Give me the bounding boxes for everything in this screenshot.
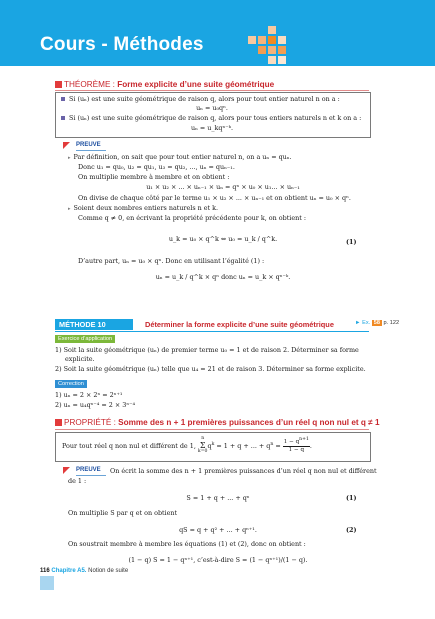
- preuve1-line: ▸ Par définition, on sait que pour tout entier naturel n, on a uₙ = quₙ.: [68, 153, 292, 161]
- theoreme-item-1: Si (uₙ) est une suite géométrique de raison q, alors pour tout entier naturel n on a :: [61, 95, 340, 103]
- methode-rule: [55, 331, 369, 332]
- preuve2-line: On écrit la somme des n + 1 premières puissances d’un réel q non nul et différent: [110, 467, 377, 475]
- bullet: [61, 97, 65, 101]
- preuve2-line: de 1 :: [68, 477, 87, 485]
- theoreme-formula-2: uₙ = u_kqⁿ⁻ᵏ.: [190, 124, 234, 132]
- preuve1-formula: u₁ × u₂ × ... × uₙ₋₁ × uₙ = qⁿ × u₀ × u₁... × uₙ₋₁: [146, 183, 300, 191]
- footer-decor-square: [40, 576, 54, 590]
- methode-heading: [55, 319, 345, 330]
- exercise-line: 2) Soit la suite géométrique (uₙ) telle que u₄ = 21 et de raison 3. Déterminer sa forme explicite.: [55, 365, 366, 373]
- decor-square: [258, 36, 266, 44]
- exercise-line: explicite.: [65, 355, 95, 363]
- preuve2-formula: (1 − q) S = 1 − qⁿ⁺¹, c’est-à-dire S = (1 − qⁿ⁺¹)/(1 − q).: [128, 556, 308, 564]
- page-title: Cours - Méthodes: [40, 34, 204, 55]
- decor-square: [268, 46, 276, 54]
- methode-title: Déterminer la forme explicite d’une suite géométrique: [145, 320, 334, 329]
- preuve2-line: On multiplie S par q et on obtient: [68, 509, 178, 517]
- theoreme-formula-1: uₙ = u₀qⁿ.: [196, 104, 228, 112]
- equation-number: (1): [346, 494, 357, 502]
- section-rule: [55, 429, 369, 430]
- theoreme-heading: THÉORÈME : Forme explicite d’une suite géométrique: [55, 80, 274, 89]
- theoreme-item-2: Si (uₙ) est une suite géométrique de raison q, alors pour tous entiers naturels n et k on a :: [61, 114, 361, 122]
- correction-line: 2) uₙ = u₄qⁿ⁻⁴ = 2 × 3ⁿ⁻⁴: [55, 401, 136, 409]
- preuve-underline: [76, 475, 106, 476]
- preuve1-formula: u_k = u₀ × q^k ⇔ u₀ = u_k / q^k.: [168, 235, 278, 243]
- exercise-reference[interactable]: ► Ex. 58 p. 122: [355, 320, 400, 326]
- preuve-underline: [76, 150, 106, 151]
- preuve1-line: ▸ Soient deux nombres entiers naturels n et k.: [68, 204, 219, 212]
- methode-tag: MÉTHODE 10: [55, 319, 133, 330]
- preuve-marker: [63, 467, 70, 474]
- preuve-marker: [63, 142, 70, 149]
- bullet: [61, 116, 65, 120]
- chapter-label: Chapitre A5.: [51, 568, 87, 574]
- correction-line: 1) uₙ = 2 × 2ⁿ = 2ⁿ⁺¹: [55, 391, 123, 399]
- section-marker: [55, 81, 62, 88]
- propriete-statement: Pour tout réel q non nul et différent de 1, n Σ $k=0q^k = 1 + q$ + ... + $q^n$ = $\frac{1 - q^{n+1}}{1 - q}$ .: [62, 436, 312, 454]
- preuve1-line: D’autre part, uₙ = u₀ × qⁿ. Donc en utilisant l’égalité (1) :: [78, 257, 265, 265]
- preuve-label: PREUVE: [76, 142, 101, 148]
- preuve1-line: On divise de chaque côté par le terme u₁ × u₂ × ... × uₙ₋₁ et on obtient uₙ = u₀ × qⁿ.: [78, 194, 351, 202]
- decor-square: [258, 46, 266, 54]
- decor-square: [268, 26, 276, 34]
- preuve-label: PREUVE: [76, 467, 101, 473]
- decor-square: [278, 56, 286, 64]
- preuve1-line: On multiplie membre à membre et on obtient :: [78, 173, 230, 181]
- preuve2-line: On soustrait membre à membre les équations (1) et (2), donc on obtient :: [68, 540, 306, 548]
- propriete-heading: PROPRIÉTÉ : Somme des n + 1 premières puissances d’un réel q non nul et q ≠ 1: [55, 418, 380, 427]
- exercise-label: Exercice d’application: [55, 335, 115, 343]
- preuve2-formula: qS = q + q² + ... + qⁿ⁺¹.: [179, 526, 257, 534]
- decor-square: [268, 36, 276, 44]
- equation-number: (1): [346, 238, 357, 246]
- chapter-name: Notion de suite: [88, 568, 129, 574]
- decor-square: [278, 36, 286, 44]
- section-marker: [55, 419, 62, 426]
- page-number: 116: [40, 568, 50, 574]
- preuve1-formula: uₙ = u_k / q^k × qⁿ donc uₙ = u_k × qⁿ⁻ᵏ.: [155, 273, 291, 281]
- sum-symbol: n Σ k=0: [197, 436, 208, 454]
- preuve1-line: Comme q ≠ 0, en écrivant la propriété précédente pour k, on obtient :: [78, 214, 306, 222]
- exercise-line: 1) Soit la suite géométrique (uₙ) de premier terme u₀ = 1 et de raison 2. Déterminer sa forme: [55, 346, 359, 354]
- header-banner: [0, 0, 435, 66]
- fraction: $\frac{1 - q^{n+1}}{1 - q}$: [283, 436, 309, 453]
- decor-square: [248, 36, 256, 44]
- section-rule: [55, 90, 369, 91]
- equation-number: (2): [346, 526, 357, 534]
- correction-label: Correction: [55, 380, 87, 388]
- decor-square: [278, 46, 286, 54]
- preuve2-formula: S = 1 + q + ... + qⁿ: [186, 494, 250, 502]
- page-footer: [40, 568, 128, 574]
- preuve1-line: Donc u₁ = qu₀, u₂ = qu₁, u₃ = qu₂, ..., uₙ = quₙ₋₁.: [78, 163, 235, 171]
- decor-square: [268, 56, 276, 64]
